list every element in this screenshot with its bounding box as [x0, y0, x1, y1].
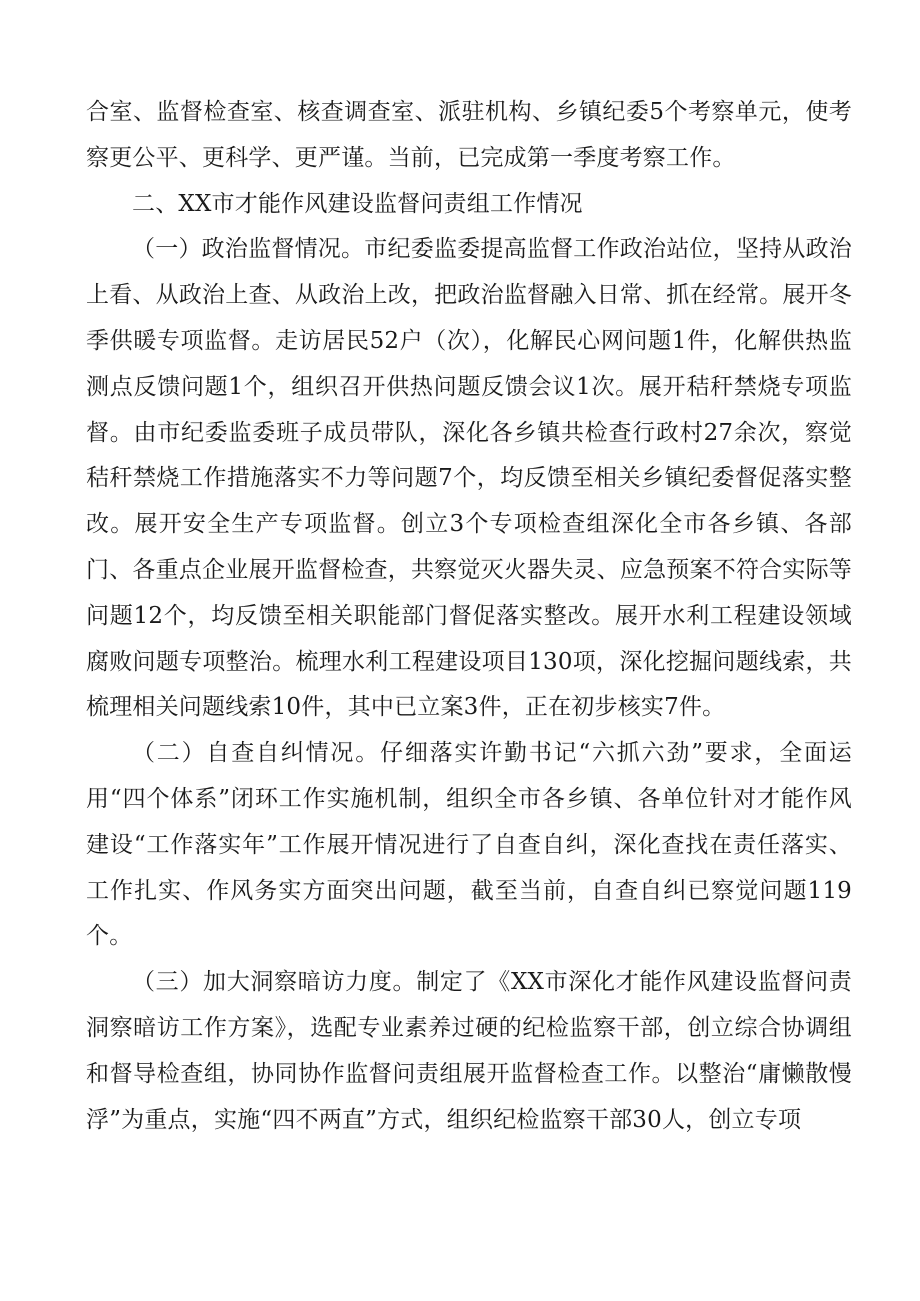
- paragraph-self-inspection: （二）自查自纠情况。仔细落实许勤书记“六抓六劲”要求，全面运用“四个体系”闭环工作实施机制，组织全市各乡镇、各单位针对才能作风建设“工作落实年”工作展开情况进行了自查自纠，深化查找在责任落实、工作扎实、作风务实方面突出问题，截至当前，自查自纠已察觉问题119个。: [86, 740, 852, 950]
- section-heading: 二、XX市才能作风建设监督问责组工作情况: [132, 190, 583, 217]
- paragraph-continuation: 合室、监督检查室、核查调查室、派驻机构、乡镇纪委5个考察单元，使考察更公平、更科学、更严谨。当前，已完成第一季度考察工作。: [86, 99, 852, 171]
- paragraph-unannounced-visits: （三）加大洞察暗访力度。制定了《XX市深化才能作风建设监督问责洞察暗访工作方案》，选配专业素养过硬的纪检监察干部，创立综合协调组和督导检查组，协同协作监督问责组展开监督检查工作。以整治“庸懒散慢浮”为重点，实施“四不两直”方式，组织纪检监察干部30人，创立专项: [86, 969, 852, 1133]
- document-body: [86, 90, 852, 1143]
- paragraph-political-supervision: （一）政治监督情况。市纪委监委提高监督工作政治站位，坚持从政治上看、从政治上查、从政治上改，把政治监督融入日常、抓在经常。展开冬季供暖专项监督。走访居民52户（次），化解民心网问题1件，化解供热监测点反馈问题1个，组织召开供热问题反馈会议1次。展开秸秆禁烧专项监督。由市纪委监委班子成员带队，深化各乡镇共检查行政村27余次，察觉秸秆禁烧工作措施落实不力等问题7个，均反馈至相关乡镇纪委督促落实整改。展开安全生产专项监督。创立3个专项检查组深化全市各乡镇、各部门、各重点企业展开监督检查，共察觉灭火器失灵、应急预案不符合实际等问题12个，均反馈至相关职能部门督促落实整改。展开水利工程建设领域腐败问题专项整治。梳理水利工程建设项目130项，深化挖掘问题线索，共梳理相关问题线索10件，其中已立案3件，正在初步核实7件。: [86, 236, 852, 721]
